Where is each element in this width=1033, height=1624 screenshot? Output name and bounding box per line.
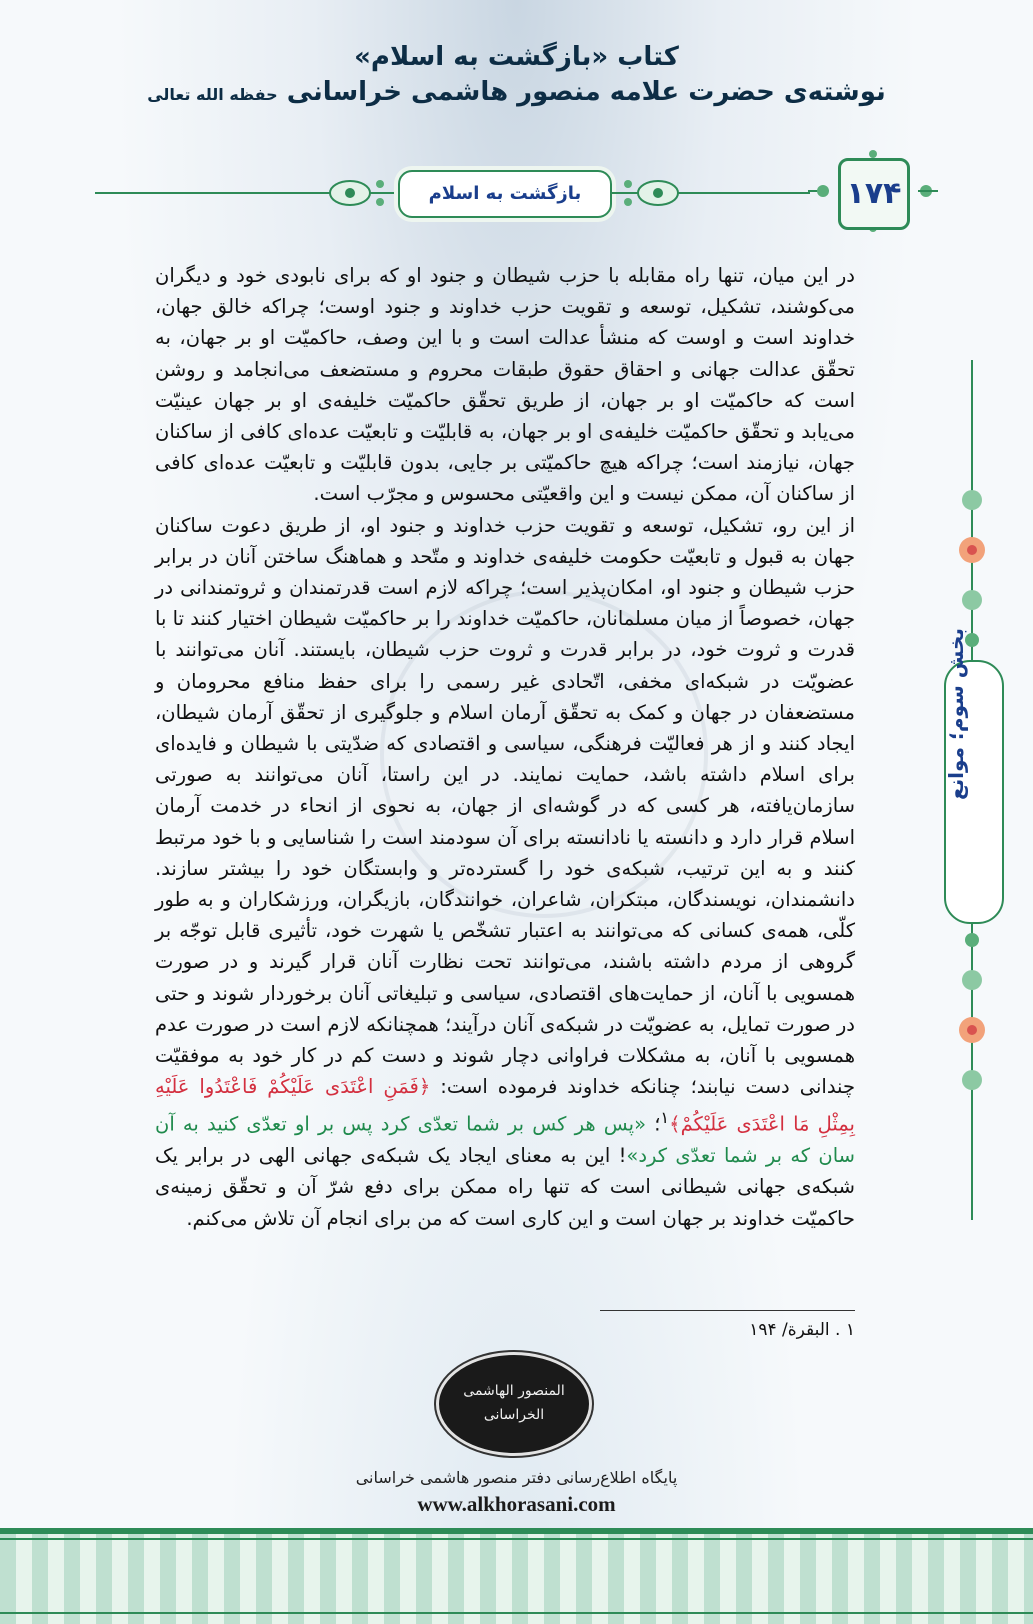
author-line: [0, 74, 1033, 113]
quran-verse: ﴿فَمَنِ اعْتَدَى عَلَيْكُمْ فَاعْتَدُوا عَلَيْهِ بِمِثْلِ مَا اعْتَدَى عَلَيْكُمْ﴾: [155, 1075, 855, 1136]
band-stripe-lower: [0, 1612, 1033, 1614]
author-honorific: حفظه الله تعالی: [147, 85, 278, 104]
paragraph-2: [155, 510, 855, 1234]
seal-logo: المنصور الهاشمی الخراسانی: [436, 1352, 592, 1456]
footnote: ۱ . البقرة/ ۱۹۴: [749, 1320, 855, 1340]
header-rule-right: [700, 192, 810, 194]
paragraph-2-part-c: ! این به معنای ایجاد یک شبکه‌ی جهانی الهی در برابر یک شبکه‌ی جهانی شیطانی است که تنها راه ممکن برای دفع شرّ آن و تحقّق زمینه‌ی حاکمیّت خداوند بر جهان است و این کاری است که من برای انجام آن تلاش می‌کنم.: [155, 1144, 855, 1230]
site-caption: پایگاه اطلاع‌رسانی دفتر منصور هاشمی خراسانی: [355, 1468, 678, 1487]
paragraph-2-part-a: از این رو، تشکیل، توسعه و تقویت حزب خداوند و جنود او، از طریق دعوت ساکنان جهان به قبول و تابعیّت حکومت خلیفه‌ی خداوند و متّحد و هماهنگ ساختن آنان در برابر حزب شیطان و جنود او، امکان‌پذیر است؛ چراکه لازم است قدرتمندان و ثروتمندانی در جهان، خصوصاً از میان مسلمانان، حاکمیّت خداوند را بر حاکمیّت شیطان اختیار کنند تا با قدرت و ثروت خود، در برابر قدرت و ثروت حزب شیطان، بایستند. آنان می‌توانند با عضویّت در شبکه‌ای مخفی، اتّحادی غیر رسمی را برای حفظ منافع محرومان و مستضعفان در جهان و کمک به تحقّق آرمان اسلام و جلوگیری از تحقّق آرمان شیطان، ایجاد کنند و از هر فعالیّت فرهنگی، سیاسی و اقتصادی که ضدّیتی با شیطان و فایده‌ای برای اسلام داشته باشد، حمایت نمایند. در این راستا، آنان می‌توانند به صورتی سازمان‌یافته، هر کسی که در گوشه‌ای از جهان، به نحوی از انحاء در خدمت آرمان اسلام قرار دارد و دانسته یا نادانسته برای آن سودمند است را شناسایی و با خود مرتبط کنند و به این ترتیب، شبکه‌ی خود را گسترده‌تر و وابستگان خود را بیشتر سازند. دانشمندان، نویسندگان، مبتکران، شاعران، خوانندگان، بازیگران، ورزشکاران و به طور کلّی، همه‌ی کسانی که می‌توانند به اعتبار تشخّص یا شهرت خود، تأثیری قابل توجّه بر گروهی از مردم داشته باشند، می‌توانند تحت نظارت آنان قرار گیرند و در صورت همسویی با آنان، از حمایت‌های اقتصادی، سیاسی و تبلیغاتی آنان برخوردار شوند و حتی در صورت تمایل، به عضویّت در شبکه‌ی آنان درآیند؛ همچنانکه لازم است در صورت عدم همسویی با آنان، به مشکلات فراوانی دچار شوند و دست کم در کار خود به موفقیّت چندانی دست نیابند؛ چنانکه خداوند فرموده است:: [155, 513, 855, 1099]
running-title: بازگشت به اسلام: [398, 170, 612, 218]
book-title: کتاب «بازگشت به اسلام»: [354, 42, 679, 72]
paragraph-2-part-b: ؛: [646, 1112, 661, 1136]
floral-vine-bottom-icon: [945, 920, 999, 1110]
site-url[interactable]: www.alkhorasani.com: [417, 1492, 616, 1516]
footnote-separator: [600, 1310, 855, 1311]
floral-ornament-left-icon: [300, 170, 400, 216]
section-label: بخش سوم؛ موانع: [944, 628, 968, 800]
header-rule-left: [95, 192, 300, 194]
floral-ornament-right-icon: [608, 170, 708, 216]
author-name: نوشته‌ی حضرت علامه منصور هاشمی خراسانی: [286, 77, 886, 107]
verse-translation: «پس هر کس بر شما تعدّی کرد پس بر او تعدّی کنید به آن سان که بر شما تعدّی کرد»: [155, 1112, 855, 1168]
page-header: [0, 40, 1033, 113]
page-number: ۱۷۴: [838, 158, 910, 230]
paragraph-1: در این میان، تنها راه مقابله با حزب شیطان و جنود او که برای نابودی خود و دیگران می‌کوشند، تشکیل، توسعه و تقویت حزب خداوند و جنود اوست؛ چراکه خالق جهان، خداوند است و اوست که منشأ عدالت است و با این وصف، حاکمیّت او بر جهان، به تحقّق عدالت جهانی و احقاق حقوق طبقات محروم و مستضعف می‌انجامد و روشن است که حاکمیّت او بر جهان، از طریق تحقّق حاکمیّت خلیفه‌ی او بر جهان عینیّت می‌یابد و تحقّق حاکمیّت خلیفه‌ی او بر جهان، به قابلیّت و تابعیّت عده‌ای کافی از ساکنان جهان، نیازمند است؛ چراکه هیچ حاکمیّتی بر جایی، بدون قابلیّت و تابعیّت عده‌ای کافی از ساکنان آن، ممکن نیست و این واقعیّتی محسوس و مجرّب است.: [155, 264, 855, 506]
body-text: [155, 260, 855, 1234]
decorative-footer-band: [0, 1528, 1033, 1624]
footnote-marker: ۱: [660, 1108, 670, 1128]
band-stripe-upper: [0, 1538, 1033, 1540]
band-stripe-top: [0, 1528, 1033, 1534]
